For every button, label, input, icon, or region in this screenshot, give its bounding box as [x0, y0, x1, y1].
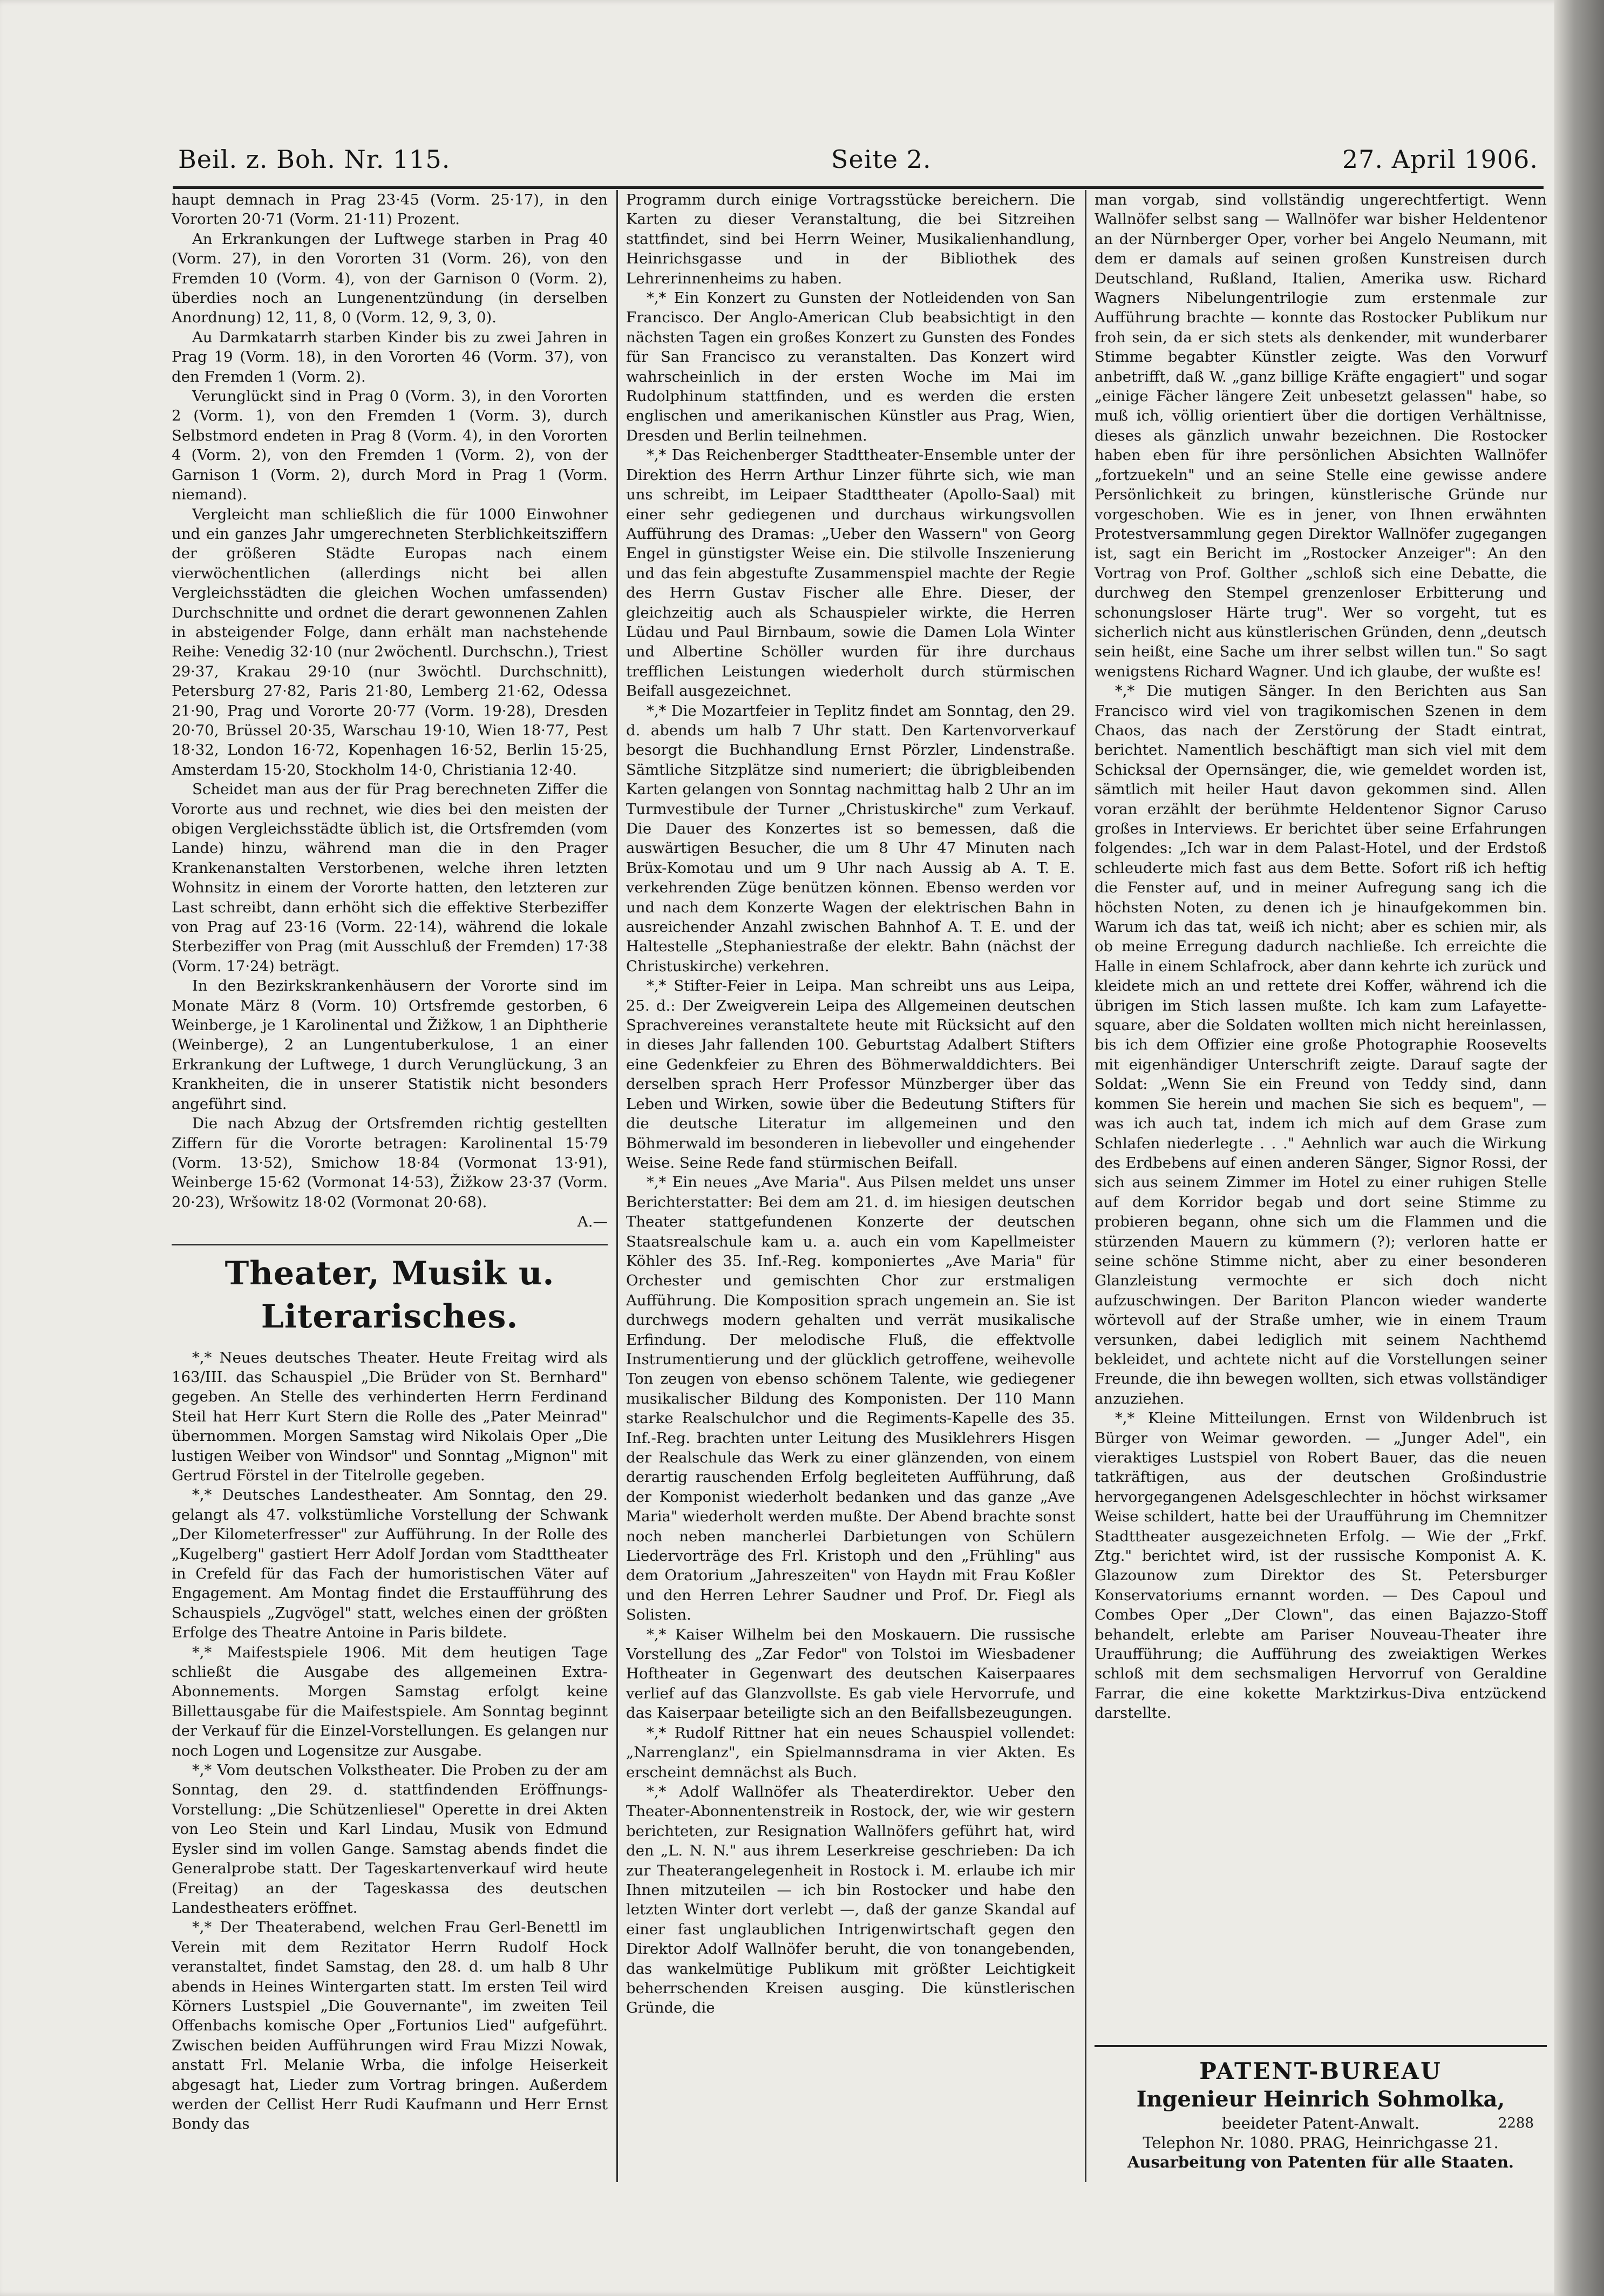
news-item: *,* Neues deutsches Theater. Heute Freitag wird als 163/III. das Schauspiel „Die Brüder von St. Bernhard" gegeben. An Stelle des verhinderten Herrn Ferdinand Steil hat Herr Kurt Stern die Rolle des „Pater Meinrad" übernommen. Morgen Samstag wird Nikolais Oper „Die lustigen Weiber von Windsor" und Sonntag „Mignon" mit Gertrud Förstel in der Titelrolle gegeben.: [172, 1349, 608, 1484]
column-3: [1095, 190, 1547, 1723]
header-rule: [173, 186, 1544, 189]
article-paragraph: Scheidet man aus der für Prag berechneten Ziffer die Vororte aus und rechnet, wie dies bei den meisten der obigen Vergleichsstädte üblich ist, die Ortsfremden (vom Lande) hinzu, während man die in den Prager Krankenanstalten Verstorbenen, welche ihren letzten Wohnsitz in einem der Vororte hatten, den letzteren zur Last schreibt, dann erhöht sich die effektive Sterbeziffer von Prag auf 23·16 (Vorm. 22·14), während die lokale Sterbeziffer von Prag (mit Ausschluß der Fremden) 17·38 (Vorm. 17·24) beträgt.: [172, 781, 608, 975]
news-item: *,* Deutsches Landestheater. Am Sonntag, den 29. gelangt als 47. volkstümliche Vorstellung der Schwank „Der Kilometerfresser" zur Aufführung. In der Rolle des „Kugelberg" gastiert Herr Adolf Jordan vom Stadttheater in Crefeld für das Fach der humoristischen Väter auf Engagement. Am Montag findet die Erstaufführung des Schauspiels „Zugvögel" statt, welches einen der größten Erfolge des Theatre Antoine in Paris bildete.: [172, 1486, 608, 1642]
news-item: *,* Die Mozartfeier in Teplitz findet am Sonntag, den 29. d. abends um halb 7 Uhr statt. Den Kartenvorverkauf besorgt die Buchhandlung Ernst Pörzler, Lindenstraße. Sämtliche Sitzplätze sind numeriert; die übrigbleibenden Karten gelangen von Sonntag nachmittag halb 2 Uhr an im Turmvestibule der Turner „Christuskirche" zum Verkauf. Die Dauer des Konzertes ist so bemessen, daß die auswärtigen Besucher, die um 8 Uhr 47 Minuten nach Brüx-Komotau und um 9 Uhr nach Aussig ab A. T. E. verkehrenden Züge benützen können. Ebenso werden vor und nach dem Konzerte Wagen der elektrischen Bahn in ausreichender Anzahl zwischen Bahnhof A. T. E. und der Haltestelle „Stephaniestraße der elektr. Bahn (nächst der Christuskirche) verkehren.: [626, 702, 1075, 975]
article-paragraph: In den Bezirkskrankenhäusern der Vororte sind im Monate März 8 (Vorm. 10) Ortsfremde gestorben, 6 Weinberge, je 1 Karolinental und Žižkow, 1 an Diphtherie (Weinberge), 2 an Lungentuberkulose, 1 an einer Erkrankung der Luftwege, 1 durch Verunglückung, 3 an Krankheiten, die in unserer Statistik nicht besonders angeführt sind.: [172, 977, 608, 1113]
news-item: *,* Maifestspiele 1906. Mit dem heutigen Tage schließt die Ausgabe des allgemeinen Extra-Abonnements. Morgen Samstag erfolgt keine Billettausgabe für die Maifestspiele. Am Sonntag beginnt der Verkauf für die Einzel-Vorstellungen. Es gelangen nur noch Logen und Logensitze zur Ausgabe.: [172, 1643, 608, 1759]
article-paragraph: An Erkrankungen der Luftwege starben in Prag 40 (Vorm. 27), in den Vororten 31 (Vorm. 26), von den Fremden 10 (Vorm. 4), von der Garnison 0 (Vorm. 2), überdies noch an Lungenentzündung (in derselben Anordnung) 12, 11, 8, 0 (Vorm. 12, 9, 3, 0).: [172, 230, 608, 327]
ad-address: Telephon Nr. 1080. PRAG, Heinrichgasse 21.: [1143, 2134, 1499, 2152]
ad-name: Ingenieur Heinrich Sohmolka,: [1136, 2087, 1505, 2112]
news-item: *,* Die mutigen Sänger. In den Berichten aus San Francisco wird viel von tragikomischen Szenen in dem Chaos, das nach der Zerstörung der Stadt eintrat, berichtet. Namentlich beschäftigt man sich viel mit dem Schicksal der Opernsänger, die, wie gemeldet worden ist, sämtlich mit heiler Haut davon gekommen sind. Allen voran erzählt der berühmte Heldentenor Signor Caruso großes in Interviews. Er berichtet über seine Erfahrungen folgendes: „Ich war in dem Palast-Hotel, und der Erdstoß schleuderte mich fast aus dem Bette. Sofort riß ich heftig die Fenster auf, und in meiner Aufregung sang ich die höchsten Noten, zu denen ich je hinaufgekommen bin. Warum ich das tat, weiß ich nicht; aber es schien mir, als ob meine Erregung dadurch nachließe. Ich erreichte die Halle in einem Schlafrock, aber dann kehrte ich zurück und kleidete mich an und rettete drei Koffer, während ich die übrigen im Stich lassen mußte. Ich kam zum Lafayette-square, aber die Soldaten wollten mich nicht hereinlassen, bis ich dem Offizier eine große Photographie Roosevelts mit eigenhändiger Unterschrift zeigte. Darauf sagte der Soldat: „Wenn Sie ein Freund von Teddy sind, dann kommen Sie herein und machen Sie sich es bequem", — was ich auch tat, indem ich mich auf dem Grase zum Schlafen niederlegte . . ." Aehnlich war auch die Wirkung des Erdbebens auf einen anderen Sänger, Signor Rossi, der sich aus seinem Zimmer im Hotel zu einer ruhigen Stelle auf dem Korridor begab und dort seine Stimme zu probieren begann, ohne sich um die Flammen und die stürzenden Mauern zu kümmern (?); verloren hatte er seine schöne Stimme nicht, aber zu einer besonderen Glanzleistung vermochte er sich doch nicht aufzuschwingen. Der Bariton Plancon wieder wanderte wörtevoll auf der Straße umher, wie in einem Traum versunken, dabei lediglich mit seinem Nachthemd bekleidet, und achtete nicht auf die Vorstellungen seiner Freunde, die ihn bewegen wollten, sich etwas vollständiger anzuziehen.: [1095, 682, 1547, 1407]
news-item: *,* Ein neues „Ave Maria". Aus Pilsen meldet uns unser Berichterstatter: Bei dem am 21. d. im hiesigen deutschen Theater stattgefundenen Konzerte der deutschen Staatsrealschule kam u. a. auch ein vom Kapellmeister Köhler des 35. Inf.-Reg. komponiertes „Ave Maria" für Orchester und gemischten Chor zur erstmaligen Aufführung. Die Komposition sprach ungemein an. Sie ist durchwegs modern gehalten und verrät musikalische Erfindung. Der melodische Fluß, die effektvolle Instrumentierung und der glücklich getroffene, weihevolle Ton zeugen von ebenso schönem Talente, wie gediegener musikalischer Bildung des Komponisten. Der 110 Mann starke Realschulchor und die Regiments-Kapelle des 35. Inf.-Reg. brachten unter Leitung des Musiklehrers Hisgen der Realschule das Werk zu einer glänzenden, von einem derartig rauschenden Erfolg begleiteten Aufführung, daß der Komponist wiederholt bedanken und das ganze „Ave Maria" wiederholt werden mußte. Der Abend brachte sonst noch neben mancherlei Darbietungen von Schülern Liedervorträge des Frl. Kristoph und den „Frühling" aus dem Oratorium „Jahreszeiten" von Haydn mit Frau Koßler und den Herren Lehrer Saudner und Prof. Dr. Fiegl als Solisten.: [626, 1174, 1075, 1624]
ad-profession: [1095, 2114, 1547, 2132]
advertisement-patent-bureau: [1095, 2045, 1547, 2205]
ad-profession-text: beeideter Patent-Anwalt.: [1221, 2114, 1420, 2132]
news-item: *,* Das Reichenberger Stadttheater-Ensemble unter der Direktion des Herrn Arthur Linzer führte sich, wie man uns schreibt, im Leipaer Stadttheater (Apollo-Saal) mit einer sehr gediegenen und durchaus wirkungsvollen Aufführung des Dramas: „Ueber den Wassern" von Georg Engel in günstigster Weise ein. Die stilvolle Inszenierung und das fein abgestufte Zusammenspiel machte der Regie des Herrn Gustav Fischer alle Ehre. Dieser, der gleichzeitig auch als Schauspieler wirkte, die Herren Lüdau und Paul Birnbaum, sowie die Damen Lola Winter und Albertine Schöller wurden für ihre durchaus trefflichen Leistungen wiederholt durch stürmischen Beifall ausgezeichnet.: [626, 446, 1075, 700]
article-signature: A.—: [577, 1213, 608, 1231]
article-paragraph: Vergleicht man schließlich die für 1000 Einwohner und ein ganzes Jahr umgerechneten Sterblichkeitsziffern der größeren Städte Europas nach einem vierwöchentlichen (allerdings nicht bei allen Vergleichsstädten die gleichen Wochen umfassenden) Durchschnitte und ordnet die derart gewonnenen Zahlen in absteigender Folge, dann erhält man nachstehende Reihe: Venedig 32·10 (nur 2wöchentl. Durchschn.), Triest 29·37, Krakau 29·10 (nur 3wöchtl. Durchschnitt), Petersburg 27·82, Paris 21·80, Lemberg 21·62, Odessa 21·90, Prag und Vororte 20·77 (Vorm. 19·28), Dresden 20·70, Brüssel 20·35, Warschau 19·10, Wien 18·77, Pest 18·32, London 16·72, Kopenhagen 16·52, Berlin 15·25, Amsterdam 15·20, Stockholm 14·0, Christiania 12·40.: [172, 505, 608, 778]
news-item: *,* Kaiser Wilhelm bei den Moskauern. Die russische Vorstellung des „Zar Fedor" von Tolstoi im Wiesbadener Hoftheater in Gegenwart des deutschen Kaiserpaares verlief auf das Glanzvollste. Es gab viele Hervorrufe, und das Kaiserpaar beteiligte sich an den Beifallsbezeugungen.: [626, 1626, 1075, 1722]
section-heading: Theater, Musik u. Literarisches.: [172, 1244, 608, 1338]
news-item: *,* Kleine Mitteilungen. Ernst von Wildenbruch ist Bürger von Weimar geworden. — „Junger Adel", ein vieraktiges Lustspiel von Robert Bauer, das die neuen tatkräftigen, aus der deutschen Großindustrie hervorgegangenen Adelsgeschlechter in höchst wirksamer Weise schildert, hatte bei der Uraufführung im Chemnitzer Stadttheater ausgezeichneten Erfolg. — Wie der „Frkf. Ztg." berichtet wird, ist der russische Komponist A. K. Glazounow zum Direktor des St. Petersburger Konservatoriums ernannt worden. — Des Capoul und Combes Oper „Der Clown", das einen Bajazzo-Stoff behandelt, erlebte am Pariser Nouveau-Theater ihre Uraufführung; die Aufführung des zweiaktigen Werkes schloß mit dem sechsmaligen Hervorruf von Geraldine Farrar, die eine kokette Marktzirkus-Diva entzückend darstellte.: [1095, 1410, 1547, 1722]
ad-number: 2288: [1498, 2115, 1534, 2131]
ad-title: PATENT-BUREAU: [1199, 2058, 1442, 2084]
news-item: *,* Rudolf Rittner hat ein neues Schauspiel vollendet: „Narrenglanz", ein Spielmannsdrama in vier Akten. Es erscheint demnächst als Buch.: [626, 1724, 1075, 1781]
news-item: man vorgab, sind vollständig ungerechtfertigt. Wenn Wallnöfer selbst sang — Wallnöfer war bisher Heldentenor an der Nürnberger Oper, vorher bei Angelo Neumann, mit dem er damals auf seinen großen Kunstreisen durch Deutschland, Rußland, Italien, Amerika usw. Richard Wagners Nibelungentrilogie zum erstenmale zur Aufführung brachte — konnte das Rostocker Publikum nur froh sein, da er sich stets als denkender, mit wunderbarer Stimme begabter Künstler zeigte. Was den Vorwurf anbetrifft, daß W. „ganz billige Kräfte engagiert" und sogar „einige Fächer längere Zeit unbesetzt gelassen" habe, so muß ich, völlig orientiert über die dortigen Verhältnisse, dieses als gänzlich unwahr bezeichnen. Die Rostocker haben eben für ihre persönlichen Absichten Wallnöfer „fortzuekeln" und an seine Stelle eine gewisse andere Persönlichkeit zu bringen, künstlerische Gründe nur vorgeschoben. Wie es in jener, von Ihnen erwähnten Protestversammlung gegen Direktor Wallnöfer zugegangen ist, sagt ein Bericht im „Rostocker Anzeiger": An den Vortrag von Prof. Golther „schloß sich eine Debatte, die durchweg den Stempel grenzenloser Erbitterung und schonungsloser Härte trug". Wer so vorgeht, tut es sicherlich nicht aus künstlerischen Gründen, denn „deutsch sein heißt, eine Sache um ihrer selbst willen tun." So sagt wenigstens Richard Wagner. Und ich glaube, der wußte es!: [1095, 191, 1547, 680]
article-paragraph: haupt demnach in Prag 23·45 (Vorm. 25·17), in den Vororten 20·71 (Vorm. 21·11) Prozent.: [172, 191, 608, 228]
column-1: [172, 190, 608, 2134]
header-date: 27. April 1906.: [1342, 145, 1538, 174]
header-issue: Beil. z. Boh. Nr. 115.: [178, 145, 451, 174]
header-page-number: Seite 2.: [831, 145, 932, 174]
news-item: *,* Stifter-Feier in Leipa. Man schreibt uns aus Leipa, 25. d.: Der Zweigverein Leipa des Allgemeinen deutschen Sprachvereines veranstaltete heute mit Rücksicht auf den in dieses Jahr fallenden 100. Geburtstag Adalbert Stifters eine Gedenkfeier zu Ehren des Böhmerwalddichters. Bei derselben sprach Herr Professor Münzberger über das Leben und Wirken, sowie über die Bedeutung Stifters für die deutsche Literatur im allgemeinen und den Böhmerwald im besonderen in liebevoller und eingehender Weise. Seine Rede fand stürmischen Beifall.: [626, 977, 1075, 1171]
news-item: *,* Der Theaterabend, welchen Frau Gerl-Benettl im Verein mit dem Rezitator Herrn Rudolf Hock veranstaltet, findet Samstag, den 28. d. um halb 8 Uhr abends in Heines Wintergarten statt. Im ersten Teil wird Körners Lustspiel „Die Gouvernante", im zweiten Teil Offenbachs komische Oper „Fortunios Lied" aufgeführt. Zwischen beiden Aufführungen wird Frau Mizzi Nowak, anstatt Frl. Melanie Wrba, die infolge Heiserkeit abgesagt hat, Lieder zum Vortrag bringen. Außerdem werden der Cellist Herr Rudi Kaufmann und Herr Ernst Bondy das: [172, 1919, 608, 2133]
news-item: *,* Vom deutschen Volkstheater. Die Proben zu der am Sonntag, den 29. d. stattfindenden Eröffnungs-Vorstellung: „Die Schützenliesel" Operette in drei Akten von Leo Stein und Karl Lindau, Musik von Edmund Eysler sind im vollen Gange. Samstag abends findet die Generalprobe statt. Der Tageskartenverkauf wird heute (Freitag) an der Tageskassa des deutschen Landestheaters eröffnet.: [172, 1762, 608, 1916]
column-divider: [1085, 190, 1086, 2182]
column-2: [626, 190, 1075, 2018]
page-header: [178, 145, 1538, 188]
news-item: *,* Adolf Wallnöfer als Theaterdirektor. Ueber den Theater-Abonnentenstreik in Rostock, der, wie wir gestern berichteten, zur Resignation Wallnöfers geführt hat, wird den „L. N. N." aus ihrem Leserkreise geschrieben: Da ich zur Theaterangelegenheit in Rostock i. M. erlaube ich mir Ihnen mitzuteilen — ich bin Rostocker und habe den letzten Winter dort verlebt —, daß der ganze Skandal auf einer fast unglaublichen Intrigenwirtschaft gegen den Direktor Adolf Wallnöfer beruht, die von tonangebenden, das wankelmütige Publikum mit größter Leichtigkeit beherrschenden Kreisen ausging. Die künstlerischen Gründe, die: [626, 1783, 1075, 2017]
article-paragraph: Verunglückt sind in Prag 0 (Vorm. 3), in den Vororten 2 (Vorm. 1), von den Fremden 1 (Vorm. 3), durch Selbstmord endeten in Prag 8 (Vorm. 4), in den Vororten 4 (Vorm. 2), von den Fremden 1 (Vorm. 2), von der Garnison 1 (Vorm. 2), durch Mord in Prag 1 (Vorm. niemand).: [172, 388, 608, 504]
scan-edge: [1554, 0, 1604, 2296]
article-paragraph: Die nach Abzug der Ortsfremden richtig gestellten Ziffern für die Vororte betragen: Karolinental 15·79 (Vorm. 13·52), Smichow 18·84 (Vormonat 13·91), Weinberge 15·62 (Vormonat 14·53), Žižkow 23·37 (Vorm. 20·23), Wršowitz 18·02 (Vormonat 20·68).: [172, 1115, 608, 1211]
ad-services: Ausarbeitung von Patenten für alle Staaten.: [1127, 2153, 1514, 2171]
article-paragraph: Au Darmkatarrh starben Kinder bis zu zwei Jahren in Prag 19 (Vorm. 18), in den Vororten 46 (Vorm. 37), von den Fremden 1 (Vorm. 2).: [172, 328, 608, 385]
column-divider: [616, 190, 618, 2182]
news-item: *,* Ein Konzert zu Gunsten der Notleidenden von San Francisco. Der Anglo-American Club beabsichtigt in den nächsten Tagen ein großes Konzert zu Gunsten des Fondes für San Francisco zu veranstalten. Das Konzert wird wahrscheinlich in der ersten Woche im Mai im Rudolphinum stattfinden, und es werden die ersten englischen und amerikanischen Künstler aus Prag, Wien, Dresden und Berlin teilnehmen.: [626, 289, 1075, 444]
news-item: Programm durch einige Vortragsstücke bereichern. Die Karten zu dieser Veranstaltung, die bei Sitzreihen stattfindet, sind bei Herrn Weiner, Musikalienhandlung, Heinrichsgasse und in der Bibliothek des Lehrerinnenheims zu haben.: [626, 191, 1075, 287]
